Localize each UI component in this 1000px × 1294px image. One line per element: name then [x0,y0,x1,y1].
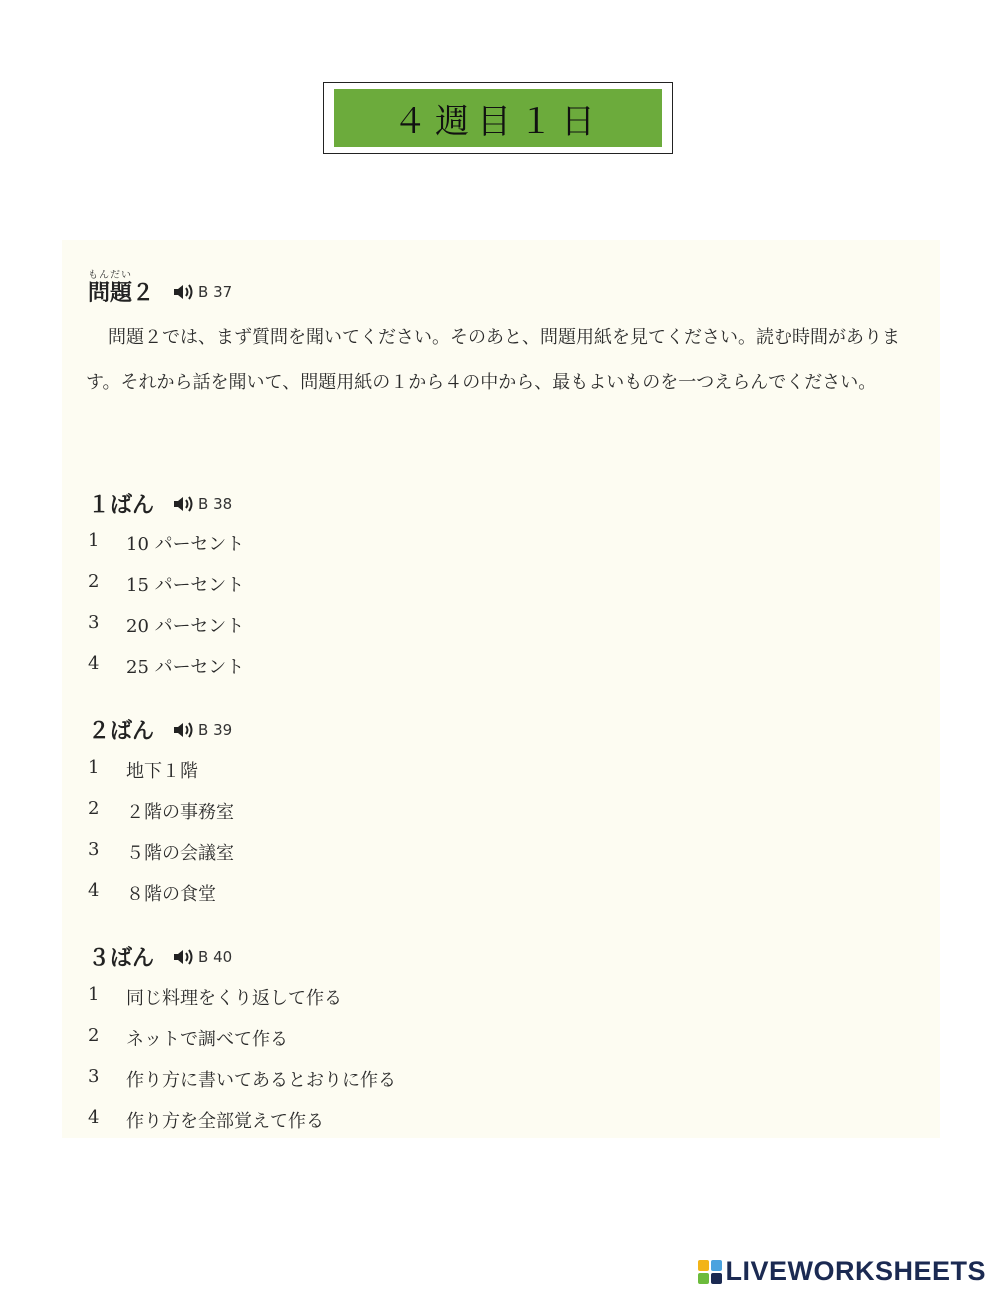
answer-option [88,757,198,783]
option-number: 4 [88,653,100,674]
page-title: ４週目１日 [334,89,662,147]
option-text: 15 パーセント [126,575,245,596]
problem-header [88,276,232,307]
audio-track[interactable] [172,947,232,967]
audio-track[interactable] [172,494,232,514]
audio-track[interactable] [172,282,232,302]
question-header [88,941,232,972]
option-number: 2 [88,571,100,592]
audio-label: B 37 [198,282,233,301]
audio-label: B 40 [198,947,233,966]
option-text: ２階の事務室 [126,802,234,823]
answer-option [88,1107,324,1133]
option-number: 3 [88,839,100,860]
option-number: 4 [88,1107,100,1128]
watermark-text: LIVEWORKSHEETS [725,1256,986,1286]
liveworksheets-logo-icon [698,1260,722,1284]
speaker-icon [172,282,194,302]
option-number: 1 [88,757,100,778]
option-text: ５階の会議室 [126,843,234,864]
title-furigana: もんだい [88,270,132,281]
option-text: 10 パーセント [126,534,245,555]
option-number: 2 [88,1025,100,1046]
option-number: 3 [88,1066,100,1087]
option-text: 作り方を全部覚えて作る [126,1111,324,1132]
option-text: ８階の食堂 [126,884,216,905]
problem-title: 問題２ [88,281,155,306]
option-text: 地下１階 [126,761,198,782]
answer-option [88,653,244,679]
option-text: ネットで調べて作る [126,1029,288,1050]
answer-option [88,571,244,597]
answer-option [88,1066,396,1092]
instructions: 問題２では、まず質問を聞いてください。そのあと、問題用紙を見てください。読む時間があります。それから話を聞いて、問題用紙の１から４の中から、最もよいものを一つえらんでください。 [86,327,900,393]
question-title: ３ばん [88,946,155,971]
option-number: 3 [88,612,100,633]
watermark [698,1256,986,1287]
option-text: 25 パーセント [126,657,245,678]
answer-option [88,839,234,865]
audio-track[interactable] [172,720,232,740]
question-header [88,488,232,519]
option-number: 1 [88,530,100,551]
option-number: 1 [88,984,100,1005]
audio-label: B 38 [198,494,233,513]
answer-option [88,798,234,824]
answer-option [88,1025,288,1051]
question-title: ２ばん [88,719,155,744]
question-title: １ばん [88,493,155,518]
speaker-icon [172,720,194,740]
answer-option [88,880,216,906]
option-text: 同じ料理をくり返して作る [126,988,342,1009]
speaker-icon [172,947,194,967]
option-number: 4 [88,880,100,901]
option-number: 2 [88,798,100,819]
answer-option [88,984,342,1010]
answer-option [88,612,244,638]
answer-option [88,530,244,556]
option-text: 20 パーセント [126,616,245,637]
audio-label: B 39 [198,720,233,739]
option-text: 作り方に書いてあるとおりに作る [126,1070,396,1091]
title-box [323,82,673,154]
question-header [88,714,232,745]
speaker-icon [172,494,194,514]
